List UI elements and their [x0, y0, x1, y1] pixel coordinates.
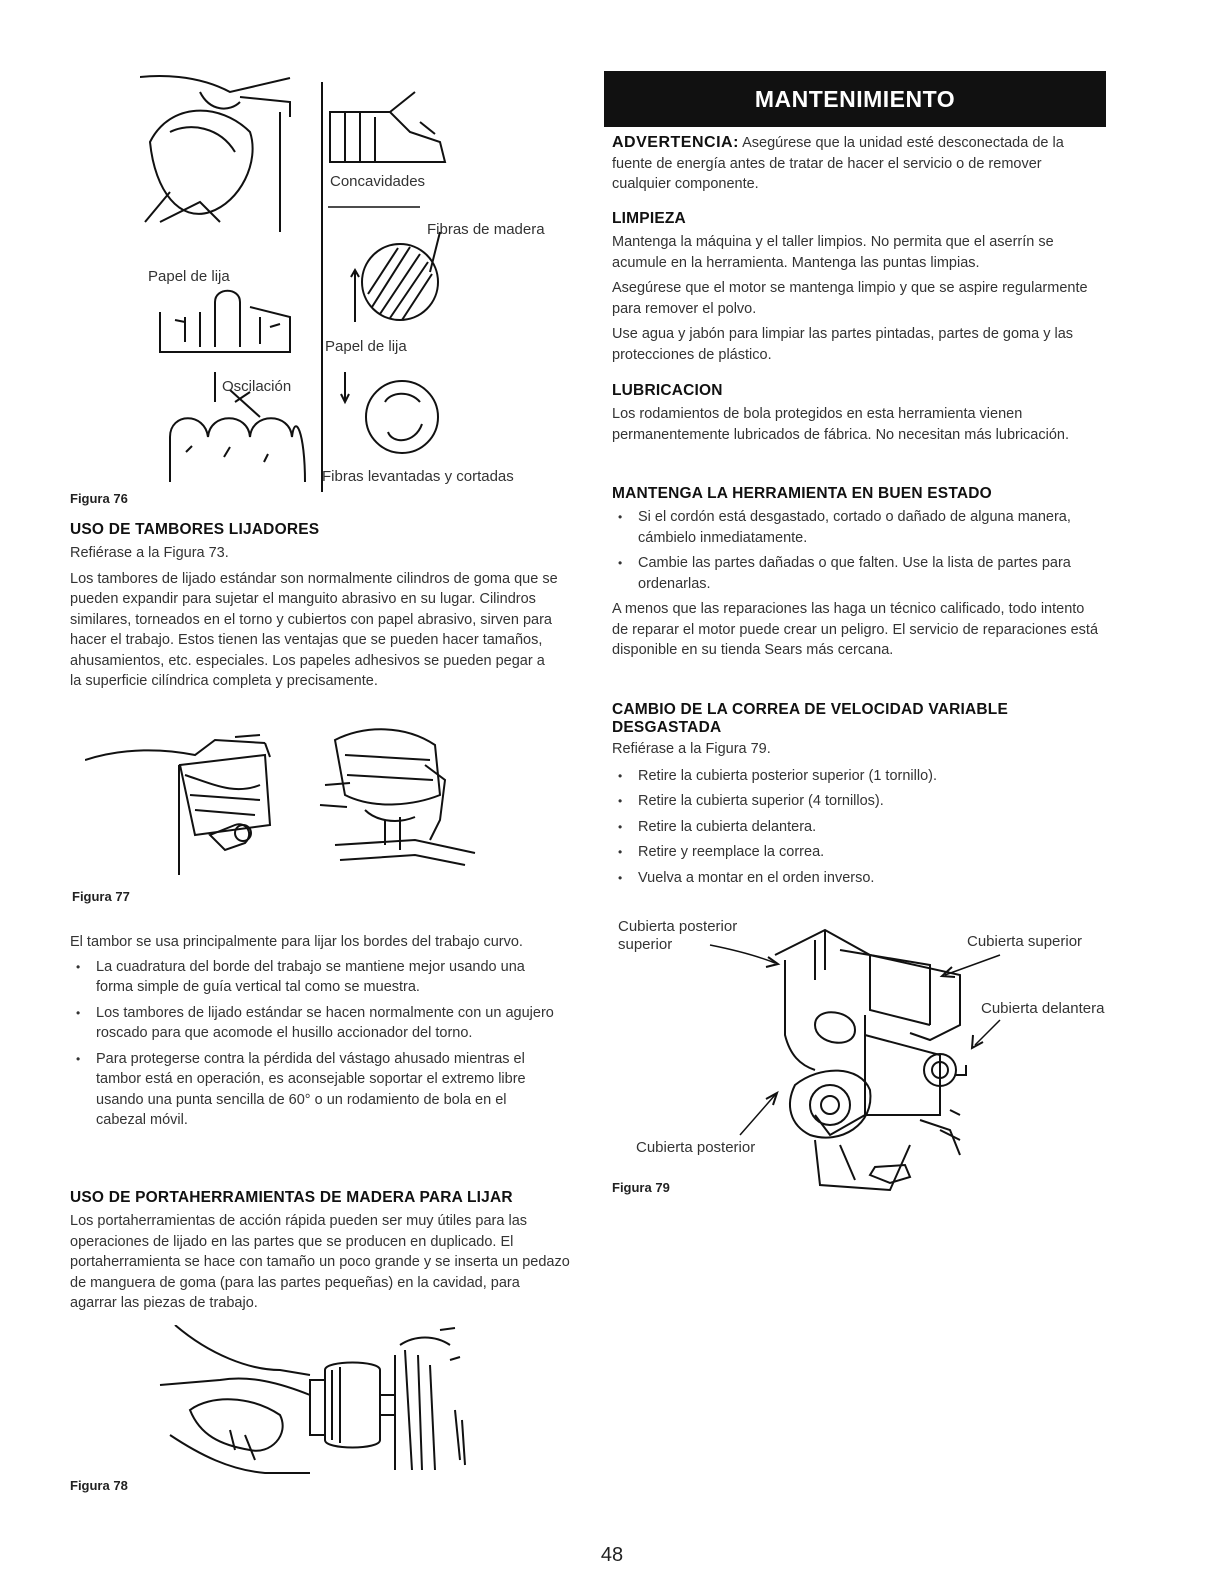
figure-79-illustration: [640, 915, 1120, 1200]
portaherramientas-body: Los portaherramientas de acción rápida pueden ser muy útiles para las operaciones de lijado en las partes que se producen en duplicado. El portaherramienta se hace con tamaño un poco grande y se inserta un pedazo de manguera de goma (para las partes pequeñas) en la cavidad, para agarrar las piezas de trabajo.: [70, 1213, 570, 1311]
tambor-intro: El tambor se usa principalmente para lijar los bordes del trabajo curvo.: [70, 934, 523, 950]
mantenga-bullet: • Si el cordón está desgastado, cortado o dañado de alguna manera, cámbielo inmediatamente.: [612, 507, 1102, 548]
fig76-label-papel-lija-left: Papel de lija: [148, 268, 230, 285]
tambores-ref: Refiérase a la Figura 73.: [70, 545, 229, 561]
tambores-body: Los tambores de lijado estándar son normalmente cilindros de goma que se pueden expandir para sujetar el manguito abrasivo en su lugar. Cilindros similares, torneados en el torno y cubiertos con papel abrasivo, sirven para hacer el trabajo. Estos tienen las ventajas que se pueden hacer tamaños, ahusamientos, etc. especiales. Los papeles adhesivos se pueden pegar a la superficie cilíndrica completa y precisamente.: [70, 570, 558, 689]
section-banner-mantenimiento: MANTENIMIENTO: [604, 71, 1106, 127]
lubricacion-body: Los rodamientos de bola protegidos en esta herramienta vienen permanentemente lubricados de fábrica. No necesitan más lubricación.: [612, 406, 1069, 443]
limpieza-heading: LIMPIEZA: [612, 210, 686, 227]
limpieza-paragraph: Use agua y jabón para limpiar las partes pintadas, partes de goma y las protecciones de plástico.: [612, 326, 1074, 363]
cambio-bullet: • Vuelva a montar en el orden inverso.: [612, 868, 1102, 889]
tambor-bullet: • Para protegerse contra la pérdida del vástago ahusado mientras el tambor está en operación, es aconsejable soportar el extremo libre usando una punta sencilla de 60° o un rodamiento de bola en el cabezal móvil.: [70, 1049, 560, 1131]
section-cambio-correa: [612, 701, 1102, 893]
figure-79-caption: Figura 79: [612, 1180, 670, 1195]
figure-77-caption: Figura 77: [72, 889, 130, 904]
advertencia-block: [612, 133, 1102, 195]
limpieza-paragraph: Asegúrese que el motor se mantenga limpio y que se aspire regularmente para remover el polvo.: [612, 280, 1088, 317]
tambores-heading: USO DE TAMBORES LIJADORES: [70, 521, 320, 538]
fig79-label-cubierta-posterior-superior-2: superior: [618, 936, 673, 953]
fig79-label-cubierta-delantera: Cubierta delantera: [981, 1000, 1105, 1017]
figure-78-caption: Figura 78: [70, 1478, 128, 1493]
page-number: 48: [600, 1544, 624, 1566]
figure-79: [640, 915, 1120, 1200]
figure-78: [150, 1325, 480, 1480]
fig79-label-cubierta-posterior-superior-1: Cubierta posterior: [618, 918, 738, 935]
cambio-ref: Refiérase a la Figura 79.: [612, 741, 771, 757]
tambor-bullet: • La cuadratura del borde del trabajo se mantiene mejor usando una forma simple de guía vertical tal como se muestra.: [70, 957, 560, 998]
section-mantenga: [612, 485, 1102, 661]
mantenga-body: A menos que las reparaciones las haga un técnico calificado, todo intento de reparar el motor puede crear un peligro. El servicio de reparaciones está disponible en su tienda Sears más cercana.: [612, 601, 1099, 658]
figure-77-illustration: [85, 725, 485, 875]
fig76-label-papel-lija-right: Papel de lija: [325, 338, 407, 355]
cambio-bullet: • Retire la cubierta superior (4 tornillos).: [612, 791, 1102, 812]
cambio-bullet-list: [612, 766, 1102, 889]
advertencia-label: ADVERTENCIA:: [612, 134, 739, 151]
tambor-bullet: • Los tambores de lijado estándar se hacen normalmente con un agujero roscado para que acomode el husillo accionador del torno.: [70, 1003, 560, 1044]
section-limpieza: [612, 210, 1102, 365]
figure-77: [85, 725, 485, 875]
section-portaherramientas: [70, 1189, 570, 1314]
advertencia-body: Asegúrese que la unidad esté desconectada de la fuente de energía antes de tratar de hacer el servicio o de remover cualquier componente.: [612, 135, 1064, 192]
mantenga-bullet-list: [612, 507, 1102, 594]
fig76-label-fibras-levantadas: Fibras levantadas y cortadas: [322, 468, 514, 485]
section-tambor: [70, 932, 560, 1136]
fig79-label-cubierta-posterior: Cubierta posterior: [636, 1139, 756, 1156]
cambio-heading-line-1: CAMBIO DE LA CORREA DE VELOCIDAD VARIABLE: [612, 701, 1008, 718]
portaherramientas-heading: USO DE PORTAHERRAMIENTAS DE MADERA PARA LIJAR: [70, 1189, 513, 1206]
cambio-bullet: • Retire la cubierta posterior superior (1 tornillo).: [612, 766, 1102, 787]
advertencia-text: [612, 133, 1102, 195]
figure-78-illustration: [150, 1325, 480, 1480]
section-lubricacion: [612, 382, 1102, 445]
limpieza-paragraph: Mantenga la máquina y el taller limpios. No permita que el aserrín se acumule en la herramienta. Mantenga las puntas limpias.: [612, 234, 1054, 271]
mantenga-heading: MANTENGA LA HERRAMIENTA EN BUEN ESTADO: [612, 485, 992, 502]
cambio-bullet: • Retire y reemplace la correa.: [612, 842, 1102, 863]
figure-76-caption: Figura 76: [70, 491, 128, 506]
lubricacion-heading: LUBRICACION: [612, 382, 723, 399]
fig76-label-concavidades: Concavidades: [330, 173, 426, 190]
mantenga-bullet: • Cambie las partes dañadas o que falten. Use la lista de partes para ordenarlas.: [612, 553, 1102, 594]
section-tambores: [70, 521, 560, 692]
fig76-label-fibras-madera: Fibras de madera: [427, 221, 545, 238]
fig79-label-cubierta-superior: Cubierta superior: [967, 933, 1083, 950]
fig76-label-oscilacion: Oscilación: [222, 378, 292, 395]
cambio-bullet: • Retire la cubierta delantera.: [612, 817, 1102, 838]
tambor-bullet-list: [70, 957, 560, 1131]
cambio-heading-line-2: DESGASTADA: [612, 719, 722, 736]
